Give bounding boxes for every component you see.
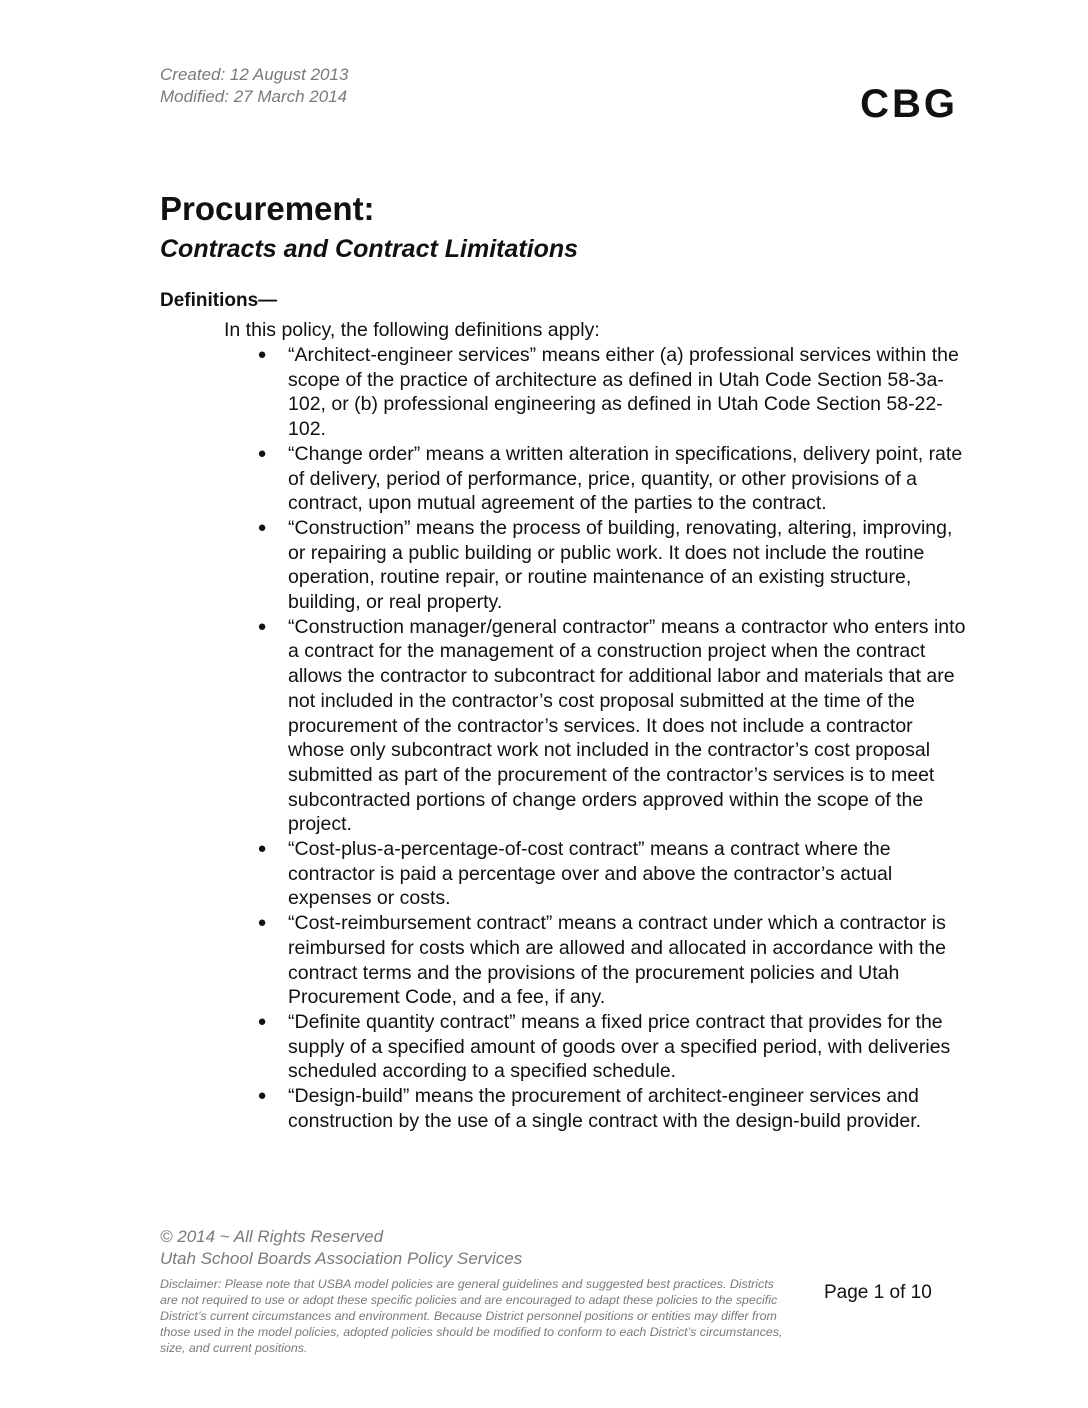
definition-text: “Construction manager/general contractor” means a contractor who enters into a contract for the management of a construction project when the contract allows the contractor to subcontract for additional labor and materials that are not included in the contractor’s cost proposal submitted at the time of the procurement of the contractor’s services. It does not include a contractor whose only subcontract work not included in the contractor’s cost proposal submitted as part of the procurement of the contractor’s services is to meet subcontracted portions of change orders approved within the scope of the project.	[288, 615, 966, 836]
definitions-list	[257, 343, 968, 1134]
section-heading: Definitions—	[160, 290, 278, 311]
definition-text: “Definite quantity contract” means a fixed price contract that provides for the supply of a specified amount of goods over a specified period, with deliveries scheduled according to a specified schedule.	[288, 1010, 951, 1083]
bullet-icon: ●	[257, 1087, 267, 1105]
definition-item	[257, 1084, 968, 1133]
document-dates	[160, 64, 348, 108]
definition-item	[257, 442, 968, 516]
bullet-icon: ●	[257, 346, 267, 363]
bullet-icon: ●	[257, 518, 267, 536]
page-title: Procurement:	[160, 190, 375, 227]
page-subtitle: Contracts and Contract Limitations	[160, 235, 579, 263]
definition-text: “Architect-engineer services” means either (a) professional services within the scope of the practice of architecture as defined in Utah Code Section 58-3a-102, or (b) professional engineering as defined in Utah Code Section 58-22-102.	[288, 344, 959, 441]
definition-text: “Cost-plus-a-percentage-of-cost contract” means a contract where the contractor is paid a percentage over and above the contractor’s actual expenses or costs.	[288, 838, 893, 910]
intro-text: In this policy, the following definitions apply:	[224, 319, 600, 341]
bullet-icon: ●	[257, 1012, 267, 1030]
definition-item	[257, 615, 968, 837]
definition-item	[257, 837, 968, 911]
bullet-icon: ●	[257, 444, 267, 462]
organization-name: Utah School Boards Association Policy Services	[160, 1249, 523, 1268]
page-number: Page 1 of 10	[824, 1282, 932, 1303]
definition-item	[257, 1010, 968, 1084]
policy-code: CBG	[860, 82, 958, 126]
definition-text: “Cost-reimbursement contract” means a contract under which a contractor is reimbursed for costs which are allowed and allocated in accordance with the contract terms and the provisions of the procurement policies and Utah Procurement Code, and a fee, if any.	[288, 912, 946, 1009]
definition-text: “Construction” means the process of building, renovating, altering, improving, or repairing a public building or public work. It does not include the routine operation, routine repair, or routine maintenance of an existing structure, building, or real property.	[288, 516, 953, 614]
footer-copyright-block	[160, 1226, 522, 1270]
bullet-icon: ●	[257, 840, 267, 858]
disclaimer-text: Disclaimer: Please note that USBA model policies are general guidelines and suggested best practices. Districts are not required to use or adopt these specific policies and are encouraged to adapt these policies to the specific District’s current circumstances and environment. Because District personnel positions or entities may differ from those used in the model policies, adopted policies should be modified to conform to each District’s circumstances, size, and current positions.	[160, 1277, 783, 1355]
bullet-icon: ●	[257, 914, 267, 932]
copyright-notice: © 2014 ~ All Rights Reserved	[160, 1227, 384, 1246]
definition-text: “Change order” means a written alteration in specifications, delivery point, rate of delivery, period of performance, price, quantity, or other provisions of a contract, upon mutual agreement of the parties to the contract.	[288, 442, 963, 515]
definition-item	[257, 516, 968, 615]
created-date: Created: 12 August 2013	[160, 65, 349, 84]
bullet-icon: ●	[257, 617, 267, 635]
definition-item	[257, 343, 968, 442]
definition-text: “Design-build” means the procurement of architect-engineer services and construction by the use of a single contract with the design-build provider.	[288, 1085, 922, 1132]
modified-date: Modified: 27 March 2014	[160, 87, 348, 106]
definition-item	[257, 911, 968, 1010]
